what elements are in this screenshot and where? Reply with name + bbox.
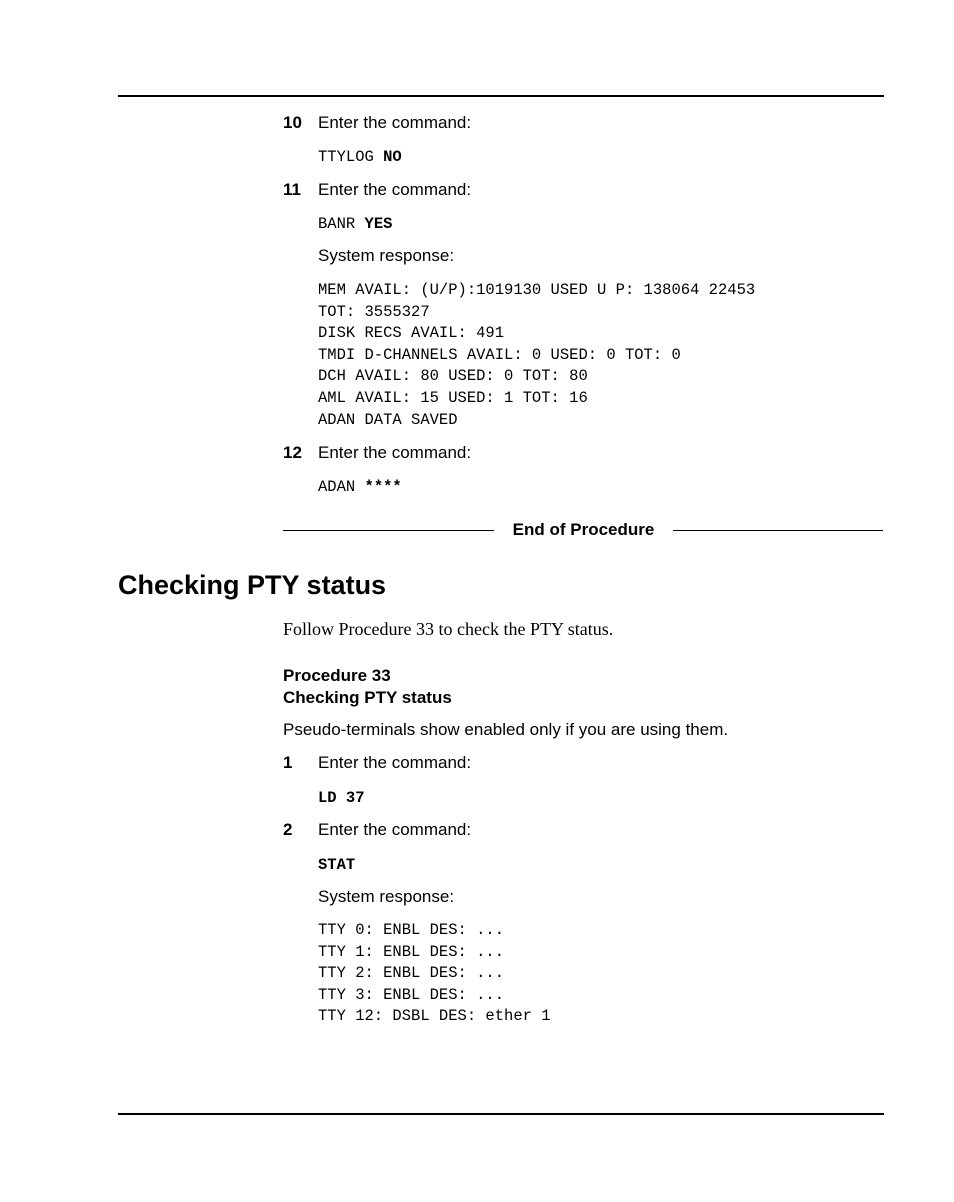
- response-line: DCH AVAIL: 80 USED: 0 TOT: 80: [318, 367, 588, 386]
- step-number: 11: [283, 180, 301, 199]
- end-of-procedure-label: End of Procedure: [512, 520, 655, 539]
- response-line: TOT: 3555327: [318, 302, 430, 321]
- response-line: DISK RECS AVAIL: 491: [318, 324, 505, 343]
- command-line: [318, 147, 402, 167]
- step-number: 10: [283, 113, 302, 132]
- response-line: TTY 0: ENBL DES: ...: [318, 921, 505, 939]
- command-text: ADAN: [318, 478, 365, 496]
- step-number: 2: [283, 820, 293, 839]
- command-line: [318, 855, 355, 875]
- response-line: TTY 12: DSBL DES: ether 1: [318, 1007, 551, 1026]
- step-text: Enter the command:: [318, 180, 472, 199]
- command-argument: ****: [364, 478, 402, 496]
- step-text: Enter the command:: [318, 443, 472, 462]
- response-line: ADAN DATA SAVED: [318, 410, 458, 429]
- step-number: 12: [283, 443, 302, 462]
- command-text: STAT: [318, 856, 356, 874]
- system-response-output: [318, 920, 551, 1028]
- system-response-output: [318, 280, 755, 431]
- step-text: Enter the command:: [318, 820, 472, 839]
- step-number: 1: [283, 753, 293, 772]
- command-text: LD 37: [318, 789, 365, 807]
- procedure-title: Checking PTY status: [283, 688, 452, 707]
- command-line: [318, 788, 365, 808]
- procedure-number: Procedure 33: [283, 666, 391, 685]
- response-line: TTY 3: ENBL DES: ...: [318, 985, 505, 1004]
- command-line: [318, 477, 402, 497]
- bottom-rule: [118, 1113, 884, 1115]
- step-text: Enter the command:: [318, 113, 472, 132]
- response-line: TTY 2: ENBL DES: ...: [318, 964, 505, 983]
- procedure-heading: [283, 665, 452, 709]
- command-argument: NO: [383, 148, 402, 166]
- divider: [673, 530, 883, 531]
- system-response-label: System response:: [318, 887, 455, 906]
- step-text: Enter the command:: [318, 753, 472, 772]
- divider: [283, 530, 494, 531]
- response-line: AML AVAIL: 15 USED: 1 TOT: 16: [318, 388, 588, 407]
- command-text: BANR: [318, 215, 365, 233]
- command-line: [318, 214, 392, 234]
- top-rule: [118, 95, 884, 97]
- end-of-procedure: [283, 519, 883, 541]
- response-line: MEM AVAIL: (U/P):1019130 USED U P: 138064 22453: [318, 281, 756, 299]
- response-line: TTY 1: ENBL DES: ...: [318, 942, 505, 961]
- intro-paragraph: Follow Procedure 33 to check the PTY status.: [283, 619, 614, 639]
- command-text: TTYLOG: [318, 148, 384, 166]
- procedure-note: Pseudo-terminals show enabled only if you are using them.: [283, 720, 729, 739]
- command-argument: YES: [364, 215, 393, 233]
- section-title: Checking PTY status: [118, 570, 387, 600]
- response-line: TMDI D-CHANNELS AVAIL: 0 USED: 0 TOT: 0: [318, 345, 681, 364]
- system-response-label: System response:: [318, 246, 455, 265]
